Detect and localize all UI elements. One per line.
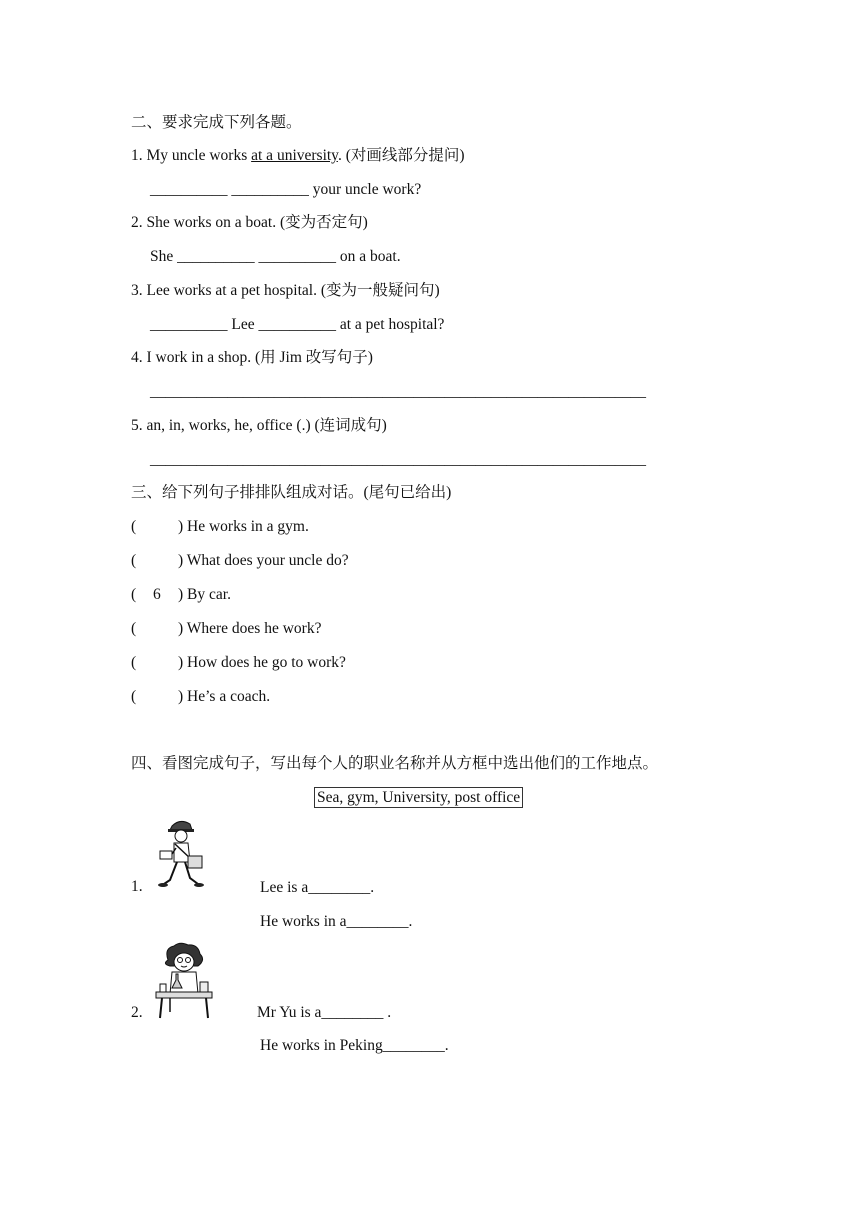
- question-5-answer[interactable]: ________________________________________________________________: [150, 451, 646, 468]
- question-5: 5. an, in, works, he, office (.) (连词成句): [131, 417, 387, 434]
- picture-item-2-number: 2.: [131, 1004, 143, 1021]
- ordering-text: ) What does your uncle do?: [178, 552, 349, 569]
- ordering-text: ) How does he go to work?: [178, 654, 346, 671]
- section-3-title: 三、给下列句子排排队组成对话。(尾句已给出): [131, 484, 452, 501]
- ordering-text: ) He’s a coach.: [178, 688, 271, 705]
- question-1-suffix: . (对画线部分提问): [337, 147, 465, 164]
- question-1-answer[interactable]: __________ __________ your uncle work?: [150, 181, 422, 198]
- ordering-open-paren: (: [131, 552, 137, 569]
- word-box: Sea, gym, University, post office: [314, 787, 523, 808]
- picture-item-1-number: 1.: [131, 878, 143, 895]
- question-1-prefix: 1. My uncle works: [131, 147, 252, 164]
- ordering-text: ) Where does he work?: [178, 620, 322, 637]
- question-4-answer[interactable]: ________________________________________________________________: [150, 383, 646, 400]
- question-2-answer[interactable]: She __________ __________ on a boat.: [150, 248, 401, 265]
- section-4-title: 四、看图完成句子，写出每个人的职业名称并从方框中选出他们的工作地点。: [131, 755, 659, 772]
- ordering-open-paren: (: [131, 620, 137, 637]
- ordering-text: ) By car.: [178, 586, 231, 603]
- picture-item-2-line2[interactable]: He works in Peking________.: [260, 1037, 449, 1054]
- picture-item-2-line1[interactable]: Mr Yu is a________ .: [257, 1004, 392, 1021]
- question-3: 3. Lee works at a pet hospital. (变为一般疑问句): [131, 282, 440, 299]
- section-2-title: 二、要求完成下列各题。: [131, 114, 302, 131]
- question-1: [131, 146, 465, 166]
- question-2: 2. She works on a boat. (变为否定句): [131, 214, 368, 231]
- picture-item-1-line2[interactable]: He works in a________.: [260, 913, 413, 930]
- ordering-open-paren: (: [131, 518, 137, 535]
- scientist-illustration: [152, 942, 216, 1022]
- postman-illustration: [152, 818, 208, 894]
- ordering-text: ) He works in a gym.: [178, 518, 309, 535]
- ordering-open-paren: (: [131, 688, 137, 705]
- ordering-open-paren: (: [131, 586, 137, 603]
- question-1-underlined: at a university: [251, 147, 338, 164]
- ordering-open-paren: (: [131, 654, 137, 671]
- ordering-number[interactable]: 6: [153, 586, 161, 603]
- question-3-answer[interactable]: __________ Lee __________ at a pet hospital?: [150, 316, 445, 333]
- picture-item-1-line1[interactable]: Lee is a________.: [260, 879, 375, 896]
- question-4: 4. I work in a shop. (用 Jim 改写句子): [131, 349, 373, 366]
